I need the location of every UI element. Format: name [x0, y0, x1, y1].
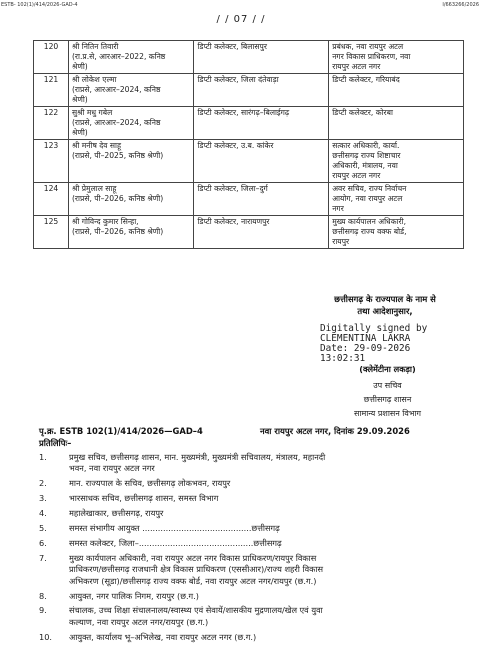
receipt-number: I/663266/2026: [442, 2, 479, 8]
table-row: [34, 183, 464, 216]
copy-to-item: [39, 632, 465, 643]
serial-number-cell: 123: [34, 140, 69, 183]
copy-to-text: [69, 478, 465, 489]
copy-to-item: [39, 508, 465, 519]
reference-place-date: नवा रायपुर अटल नगर, दिनांक 29.09.2026: [260, 426, 410, 436]
new-posting-line: सत्कार अधिकारी, कार्या.: [332, 141, 400, 150]
table-row: [34, 41, 464, 74]
new-posting-line: छत्तीसगढ़ राज्य शिष्टाचार: [332, 151, 401, 160]
table-row: [34, 107, 464, 140]
officer-name-line: (राप्रसे, आरआर–2024, कनिष्ठ: [71, 118, 161, 127]
officer-name-line: सुश्री मधु गबेल: [71, 108, 113, 117]
officer-name-line: (राप्रसे, पी–2026, कनिष्ठ श्रेणी): [71, 194, 164, 203]
officer-name-line: (राप्रसे, पी–2026, कनिष्ठ श्रेणी): [71, 227, 164, 236]
serial-number-cell: 122: [34, 107, 69, 140]
officer-name-line: (राप्रसे, आरआर–2024, कनिष्ठ: [71, 85, 161, 94]
officer-name-cell: [68, 107, 194, 140]
current-posting-cell: डिप्टी कलेक्टर, सारंगढ़–बिलाईगढ़: [194, 107, 329, 140]
new-posting-cell: [329, 216, 464, 249]
copy-to-number: 8.: [39, 590, 47, 601]
copy-to-item: [39, 553, 465, 587]
copy-to-text: [69, 632, 465, 643]
copy-to-text: [69, 591, 465, 602]
copy-to-number: 10.: [39, 631, 53, 642]
table-row: [34, 140, 464, 183]
transfer-table: [33, 40, 464, 249]
designation-line: सामान्य प्रशासन विभाग: [353, 409, 422, 418]
copy-to-line: समस्त कलेक्टर, जिला–............................................छत्तीसगढ़: [69, 537, 282, 548]
table-row: [34, 216, 464, 249]
officer-name-cell: [68, 41, 194, 74]
copy-to-text: [69, 508, 465, 519]
new-posting-cell: [329, 140, 464, 183]
new-posting-line: नगर: [332, 204, 344, 213]
copy-to-line: मान. राज्यपाल के सचिव, छत्तीसगढ़ लोकभवन, रायपुर: [69, 478, 231, 489]
new-posting-line: अधिकारी, मंत्रालय, नवा: [332, 161, 398, 170]
copy-to-text: [69, 493, 465, 504]
copy-to-number: 5.: [39, 523, 47, 533]
designation-line: उप सचिव: [373, 381, 402, 390]
new-posting-line: रायपुर: [332, 237, 350, 246]
current-posting-cell: डिप्टी कलेक्टर, जिला–दुर्ग: [194, 183, 329, 216]
officer-name-line: श्री लोकेश एल्मा: [71, 75, 117, 84]
copy-to-item: [39, 605, 465, 628]
digital-signature-line: 13:02:31: [320, 353, 366, 364]
new-posting-cell: [329, 41, 464, 74]
copy-to-heading: प्रतिलिपिः–: [39, 438, 72, 448]
officer-name-line: श्री नितिन तिवारी: [71, 42, 119, 51]
digital-signature-line: Date: 29-09-2026: [320, 343, 411, 354]
copy-to-item: [39, 538, 465, 549]
copy-to-number: 6.: [39, 537, 47, 548]
copy-to-text: [69, 538, 465, 549]
new-posting-cell: [329, 74, 464, 107]
copy-to-item: [39, 591, 465, 602]
copy-to-text: [69, 605, 465, 628]
new-posting-cell: [329, 183, 464, 216]
new-posting-line: मुख्य कार्यपालन अधिकारी,: [332, 217, 407, 226]
reference-number: पृ.क्र. ESTB 102(1)/414/2026—GAD–4: [39, 426, 203, 436]
officer-name-line: (रा.प्र.से, आरआर–2022, कनिष्ठ: [71, 52, 166, 61]
new-posting-line: रायपुर अटल नगर: [332, 62, 381, 71]
copy-to-number: 7.: [39, 552, 47, 563]
copy-to-number: 2.: [39, 478, 47, 489]
officer-name-cell: [68, 216, 194, 249]
copy-to-text: [69, 553, 465, 587]
officer-name-line: श्रेणी): [71, 95, 88, 104]
copy-to-line: संचालक, उच्च शिक्षा संचालनालय/स्वास्थ्य एवं सेवायें/शासकीय मुद्रणालय/खेल एवं युवा: [69, 605, 323, 616]
officer-name-line: श्रेणी): [71, 128, 88, 137]
copy-to-item: [39, 523, 465, 534]
copy-to-line: कल्याण, नवा रायपुर अटल नगर/रायपुर (छ.ग.): [69, 616, 209, 627]
officer-name-cell: [68, 140, 194, 183]
new-posting-line: छत्तीसगढ़ राज्य वक्फ बोर्ड,: [332, 227, 407, 236]
copy-to-line: भवन, नवा रायपुर अटल नगर: [69, 463, 155, 474]
copy-to-text: [69, 523, 465, 534]
designation-line: छत्तीसगढ़ शासन: [363, 395, 412, 404]
officer-name-cell: [68, 74, 194, 107]
governor-line: छत्तीसगढ़ के राज्यपाल के नाम से: [334, 294, 436, 304]
copy-to-item: [39, 493, 465, 504]
copy-to-text: [69, 452, 465, 475]
copy-to-item: [39, 452, 465, 475]
copy-to-line: आयुक्त, नगर पालिक निगम, रायपुर (छ.ग.): [69, 590, 199, 601]
order-line: तथा आदेशानुसार,: [357, 306, 413, 316]
new-posting-line: नगर विकास प्राधिकरण, नवा: [332, 52, 411, 61]
new-posting-line: डिप्टी कलेक्टर, गरियाबंद: [332, 75, 400, 84]
copy-to-number: 3.: [39, 493, 47, 504]
officer-name-line: श्री गोविन्द कुमार सिन्हा,: [71, 217, 139, 226]
new-posting-line: रायपुर अटल नगर: [332, 171, 381, 180]
copy-to-number: 9.: [39, 605, 47, 616]
signatory-name: (क्लेमेंटीना लकड़ा): [359, 364, 416, 374]
new-posting-line: प्रबंधक, नवा रायपुर अटल: [332, 42, 404, 51]
digital-signature: [320, 324, 427, 364]
copy-to-line: अभिकरण (सूडा)/छत्तीसगढ़ राज्य वक्फ बोर्ड, नवा रायपुर अटल नगर/रायपुर (छ.ग.): [69, 575, 317, 586]
current-posting-cell: डिप्टी कलेक्टर, बिलासपुर: [194, 41, 329, 74]
officer-name-line: (राप्रसे, पी–2025, कनिष्ठ श्रेणी): [71, 151, 164, 160]
authority-block: [310, 293, 460, 317]
copy-to-line: मुख्य कार्यपालन अधिकारी, नवा रायपुर अटल नगर विकास प्राधिकरण/रायपुर विकास: [69, 552, 317, 563]
officer-name-line: श्रेणी): [71, 62, 88, 71]
new-posting-line: डिप्टी कलेक्टर, कोरबा: [332, 108, 393, 117]
new-posting-cell: [329, 107, 464, 140]
serial-number-cell: 120: [34, 41, 69, 74]
copy-to-line: प्राधिकरण/छत्तीसगढ़ राजधानी क्षेत्र विकास प्राधिकरण (एससीआर)/राज्य शहरी विकास: [69, 564, 324, 575]
copy-to-line: आयुक्त, कार्यालय भू–अभिलेख, नवा रायपुर अटल नगर (छ.ग.): [69, 631, 257, 642]
digital-signature-line: CLEMENTINA LAKRA: [320, 333, 411, 344]
transfer-table-body: [34, 41, 464, 249]
current-posting-cell: डिप्टी कलेक्टर, उ.ब. कांकेर: [194, 140, 329, 183]
document-code: ESTB- 102(1)/414/2026-GAD-4: [1, 2, 78, 8]
copy-to-line: महालेखाकार, छत्तीसगढ़, रायपुर: [69, 508, 164, 519]
copy-to-item: [39, 478, 465, 489]
officer-name-cell: [68, 183, 194, 216]
page-number: / / 07 / /: [216, 14, 266, 25]
new-posting-line: अवर सचिव, राज्य निर्वाचन: [332, 184, 407, 193]
serial-number-cell: 124: [34, 183, 69, 216]
table-row: [34, 74, 464, 107]
digital-signature-line: Digitally signed by: [320, 323, 428, 334]
copy-to-line: भारसाधक सचिव, छत्तीसगढ़ शासन, समस्त विभाग: [69, 493, 219, 504]
serial-number-cell: 125: [34, 216, 69, 249]
officer-name-line: श्री मनीष देव साहू: [71, 141, 122, 150]
copy-to-line: प्रमुख सचिव, छत्तीसगढ़ शासन, मान. मुख्यमंत्री, मुख्यमंत्री सचिवालय, मंत्रालय, महानदी: [69, 452, 326, 462]
current-posting-cell: डिप्टी कलेक्टर, जिला दंतेवाड़ा: [194, 74, 329, 107]
copy-to-line: समस्त संभागीय आयुक्त ..........................................छत्तीसगढ़: [69, 523, 280, 533]
copy-to-number: 4.: [39, 508, 47, 519]
current-posting-cell: डिप्टी कलेक्टर, नारायणपुर: [194, 216, 329, 249]
new-posting-line: आयोग, नवा रायपुर अटल: [332, 194, 403, 203]
copy-to-number: 1.: [39, 452, 47, 462]
officer-name-line: श्री प्रेमुलाल साहू: [71, 184, 117, 193]
serial-number-cell: 121: [34, 74, 69, 107]
